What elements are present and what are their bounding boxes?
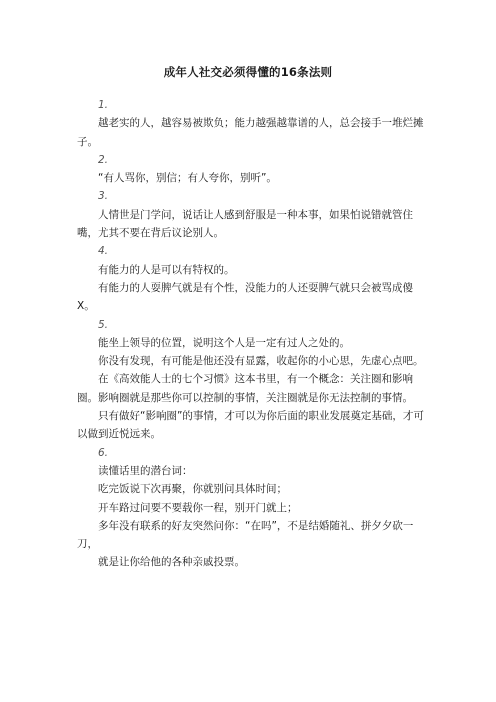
paragraph: “有人骂你，别信；有人夸你，别听”。 bbox=[98, 172, 277, 185]
section-number: 1. bbox=[98, 99, 109, 111]
section-number: 6. bbox=[98, 446, 109, 459]
paragraph: 人情世是门学问，说话让人感到舒服是一种本事，如果怕说错就管住嘴，尤其不要在背后议论别人。 bbox=[77, 208, 413, 240]
section-number: 2. bbox=[98, 153, 109, 166]
section-number: 4. bbox=[98, 245, 109, 258]
paragraph: 你没有发现，有可能是他还没有显露，收起你的小心思，先虚心点吧。 bbox=[98, 355, 424, 368]
paragraph: 越老实的人，越容易被欺负；能力越强越靠谱的人，总会接手一堆烂摊子。 bbox=[77, 117, 424, 148]
document-title: 成年人社交必须得懂的16条法则 bbox=[163, 65, 333, 79]
paragraph: 开车路过问要不要载你一程，别开门就上； bbox=[98, 501, 298, 514]
paragraph: 吃完饭说下次再聚，你就别问具体时间； bbox=[98, 483, 287, 496]
paragraph: 就是让你给他的各种亲戚投票。 bbox=[98, 556, 245, 569]
section-number: 3. bbox=[98, 190, 109, 203]
paragraph: 有能力的人耍脾气就是有个性，没能力的人还耍脾气就只会被骂成傻X。 bbox=[77, 281, 413, 313]
document-body bbox=[77, 96, 429, 572]
paragraph: 能坐上领导的位置，说明这个人是一定有过人之处的。 bbox=[98, 336, 350, 349]
paragraph: 多年没有联系的好友突然问你：“在吗”，不是结婚随礼、拼夕夕砍一刀， bbox=[77, 519, 414, 551]
section-number: 5. bbox=[98, 318, 109, 331]
paragraph: 在《高效能人士的七个习惯》这本书里，有一个概念：关注圈和影响圈。影响圈就是那些你可以控制的事情，关注圈就是你无法控制的事情。 bbox=[77, 373, 413, 404]
paragraph: 只有做好“影响圈”的事情，才可以为你后面的职业发展奠定基础，才可以做到近悦远来。 bbox=[77, 410, 424, 441]
paragraph: 有能力的人是可以有特权的。 bbox=[98, 263, 235, 276]
paragraph: 读懂话里的潜台词： bbox=[98, 464, 193, 477]
